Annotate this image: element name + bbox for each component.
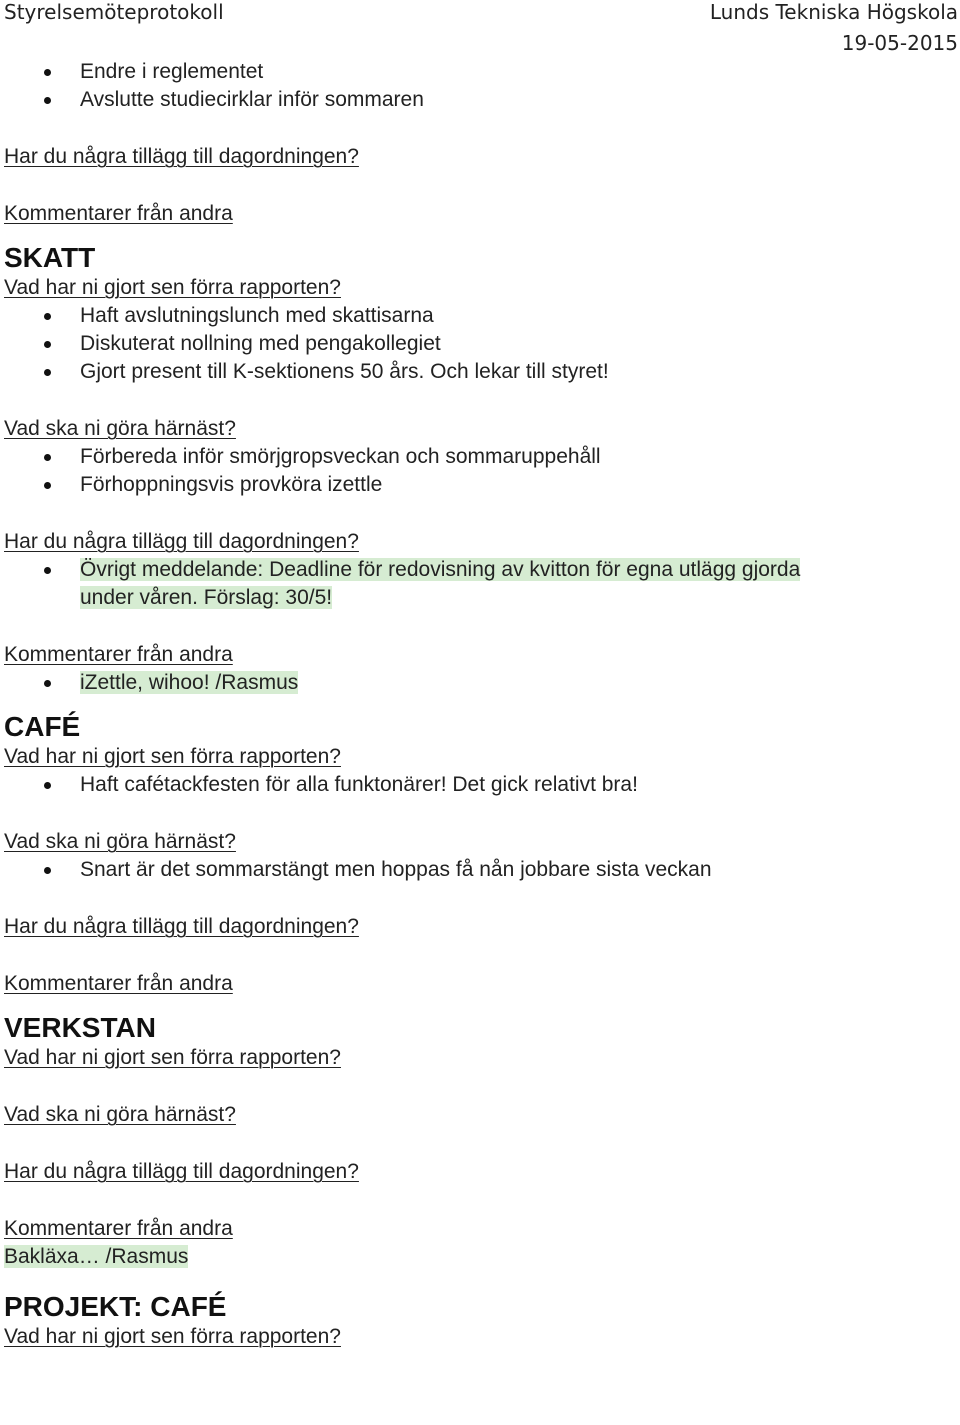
bullet-icon [44, 97, 51, 104]
bullet-icon [44, 867, 51, 874]
question-gjort: Vad har ni gjort sen förra rapporten? [4, 1046, 341, 1069]
question-kommentarer: Kommentarer från andra [4, 972, 233, 995]
bullet-icon [44, 782, 51, 789]
bullet-icon [44, 313, 51, 320]
skatt-comment-list [4, 669, 954, 697]
question-kommentarer: Kommentarer från andra [4, 202, 233, 225]
section-title-skatt: SKATT [4, 242, 96, 273]
question-tillagg: Har du några tillägg till dagordningen? [4, 1160, 359, 1183]
question-tillagg: Har du några tillägg till dagordningen? [4, 915, 359, 938]
bullet-icon [44, 369, 51, 376]
question-gjort: Vad har ni gjort sen förra rapporten? [4, 276, 341, 299]
list-item: Snart är det sommarstängt men hoppas få nån jobbare sista veckan [4, 856, 954, 884]
question-kommentarer: Kommentarer från andra [4, 643, 233, 666]
section-title-cafe: CAFÉ [4, 711, 81, 742]
question-gora: Vad ska ni göra härnäst? [4, 417, 236, 440]
skatt-done-list [4, 302, 954, 386]
list-item: Haft cafétackfesten för alla funktonärer! Det gick relativt bra! [4, 771, 954, 799]
page-header [0, 0, 960, 60]
list-item: Gjort present till K-sektionens 50 års. Och lekar till styret! [4, 358, 954, 386]
list-item: Haft avslutningslunch med skattisarna [4, 302, 954, 330]
highlighted-text: Bakläxa… /Rasmus [4, 1245, 189, 1268]
list-item [4, 669, 954, 697]
question-tillagg: Har du några tillägg till dagordningen? [4, 530, 359, 553]
highlighted-text: iZettle, wihoo! /Rasmus [80, 671, 299, 694]
bullet-icon [44, 341, 51, 348]
list-item: Avslutte studiecirklar inför sommaren [4, 86, 954, 114]
question-tillagg: Har du några tillägg till dagordningen? [4, 145, 359, 168]
institution-name: Lunds Tekniska Högskola [709, 0, 958, 24]
document-body [4, 58, 954, 1351]
bullet-icon [44, 454, 51, 461]
document-title: Styrelsemöteprotokoll [4, 0, 224, 24]
question-gora: Vad ska ni göra härnäst? [4, 1103, 236, 1126]
list-item [4, 556, 954, 612]
question-gjort: Vad har ni gjort sen förra rapporten? [4, 1325, 341, 1348]
list-item: Diskuterat nollning med pengakollegiet [4, 330, 954, 358]
list-item: Endre i reglementet [4, 58, 954, 86]
question-gjort: Vad har ni gjort sen förra rapporten? [4, 745, 341, 768]
skatt-next-list [4, 443, 954, 499]
bullet-icon [44, 680, 51, 687]
bullet-icon [44, 482, 51, 489]
highlighted-text: Övrigt meddelande: Deadline för redovisning av kvitton för egna utlägg gjorda [80, 558, 801, 581]
section-title-verkstan: VERKSTAN [4, 1012, 156, 1043]
bullet-icon [44, 567, 51, 574]
section-title-projekt-cafe: PROJEKT: CAFÉ [4, 1291, 227, 1322]
question-gora: Vad ska ni göra härnäst? [4, 830, 236, 853]
question-kommentarer: Kommentarer från andra [4, 1217, 233, 1240]
cafe-done-list [4, 771, 954, 799]
list-item: Förhoppningsvis provköra izettle [4, 471, 954, 499]
skatt-tillagg-list [4, 556, 954, 612]
cafe-next-list [4, 856, 954, 884]
top-list [4, 58, 954, 114]
list-item: Förbereda inför smörjgropsveckan och sommaruppehåll [4, 443, 954, 471]
highlighted-text: under våren. Förslag: 30/5! [80, 586, 333, 609]
document-date: 19-05-2015 [841, 31, 958, 55]
bullet-icon [44, 69, 51, 76]
